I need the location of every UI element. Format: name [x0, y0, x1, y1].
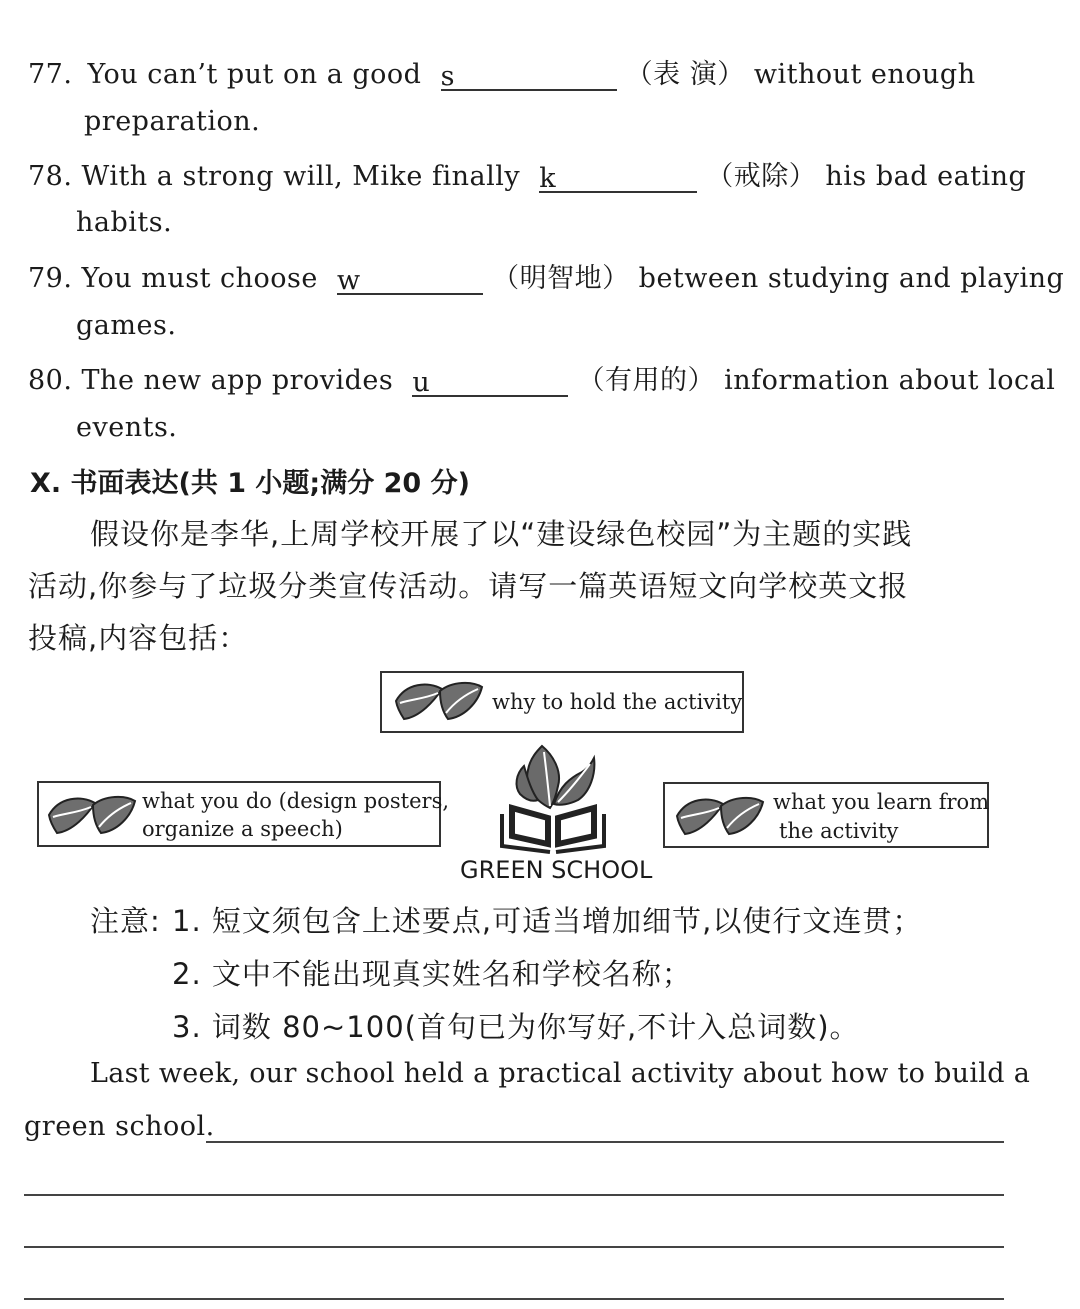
- note-item-2: 2. 文中不能出现真实姓名和学校名称；: [172, 957, 692, 991]
- chinese-hint: （表 演）: [625, 59, 745, 90]
- leaf-icon: [45, 793, 137, 839]
- chinese-hint: （戒除）: [706, 161, 817, 192]
- question-78: [28, 154, 1026, 193]
- prompt-line-3: 投稿,内容包括：: [28, 621, 249, 655]
- question-number: 78.: [28, 161, 73, 192]
- right-box-line-1: what you learn from: [773, 790, 990, 814]
- answer-blank-78[interactable]: [539, 161, 697, 193]
- answer-blank-80[interactable]: [412, 365, 568, 397]
- answer-blank-77[interactable]: [441, 59, 617, 91]
- question-text-after: his bad eating: [825, 161, 1027, 192]
- question-80: [28, 358, 1055, 397]
- question-number: 79.: [28, 263, 73, 294]
- question-79-continuation: games.: [76, 310, 177, 341]
- left-box-line-1: what you do (design posters,: [142, 789, 450, 813]
- writing-line[interactable]: [24, 1246, 1004, 1248]
- writing-line[interactable]: [24, 1298, 1004, 1300]
- question-text: You must choose: [81, 263, 318, 294]
- question-text-after: information about local: [724, 365, 1056, 396]
- note-item-1: 1. 短文须包含上述要点,可适当增加细节,以使行文连贯；: [172, 904, 923, 938]
- prompt-line-1: 假设你是李华,上周学校开展了以“建设绿色校园”为主题的实践: [90, 517, 913, 551]
- blank-initial-letter: k: [539, 163, 557, 194]
- diagram-right-box: [663, 782, 989, 848]
- question-79: [28, 256, 1064, 295]
- diagram-left-box: [37, 781, 450, 847]
- writing-line[interactable]: [24, 1194, 1004, 1196]
- notes-label: 注意:: [90, 904, 161, 938]
- logo-text: GREEN SCHOOL: [460, 856, 653, 884]
- top-box-text: why to hold the activity: [492, 690, 743, 714]
- section-title: X. 书面表达(共 1 小题;满分 20 分): [30, 468, 470, 499]
- blank-initial-letter: w: [336, 265, 361, 296]
- question-78-continuation: habits.: [76, 207, 173, 238]
- question-number: 77.: [28, 59, 73, 90]
- blank-initial-letter: s: [440, 61, 455, 92]
- chinese-hint: （明智地）: [492, 263, 630, 294]
- note-item-3: 3. 词数 80~100(首句已为你写好,不计入总词数)。: [172, 1010, 860, 1044]
- answer-blank-79[interactable]: [337, 263, 483, 295]
- essay-first-line: Last week, our school held a practical activity about how to build a: [90, 1058, 1031, 1089]
- writing-line[interactable]: [206, 1141, 1004, 1143]
- question-77-continuation: preparation.: [84, 106, 261, 137]
- blank-initial-letter: u: [412, 367, 431, 398]
- essay-second-line: green school.: [24, 1111, 215, 1142]
- question-text: With a strong will, Mike finally: [81, 161, 521, 192]
- question-text-after: without enough: [753, 59, 976, 90]
- diagram-top-box: [380, 671, 744, 733]
- question-number: 80.: [28, 365, 73, 396]
- question-text-after: between studying and playing: [638, 263, 1065, 294]
- green-school-logo-icon: [498, 734, 608, 854]
- prompt-line-2: 活动,你参与了垃圾分类宣传活动。请写一篇英语短文向学校英文报: [28, 569, 909, 603]
- question-80-continuation: events.: [76, 412, 178, 443]
- right-box-line-2: the activity: [779, 819, 899, 843]
- question-text: The new app provides: [81, 365, 394, 396]
- left-box-line-2: organize a speech): [142, 817, 343, 841]
- chinese-hint: （有用的）: [577, 365, 715, 396]
- question-text: You can’t put on a good: [87, 59, 422, 90]
- question-77: [28, 52, 976, 91]
- leaf-icon: [392, 679, 484, 725]
- leaf-icon: [673, 794, 765, 840]
